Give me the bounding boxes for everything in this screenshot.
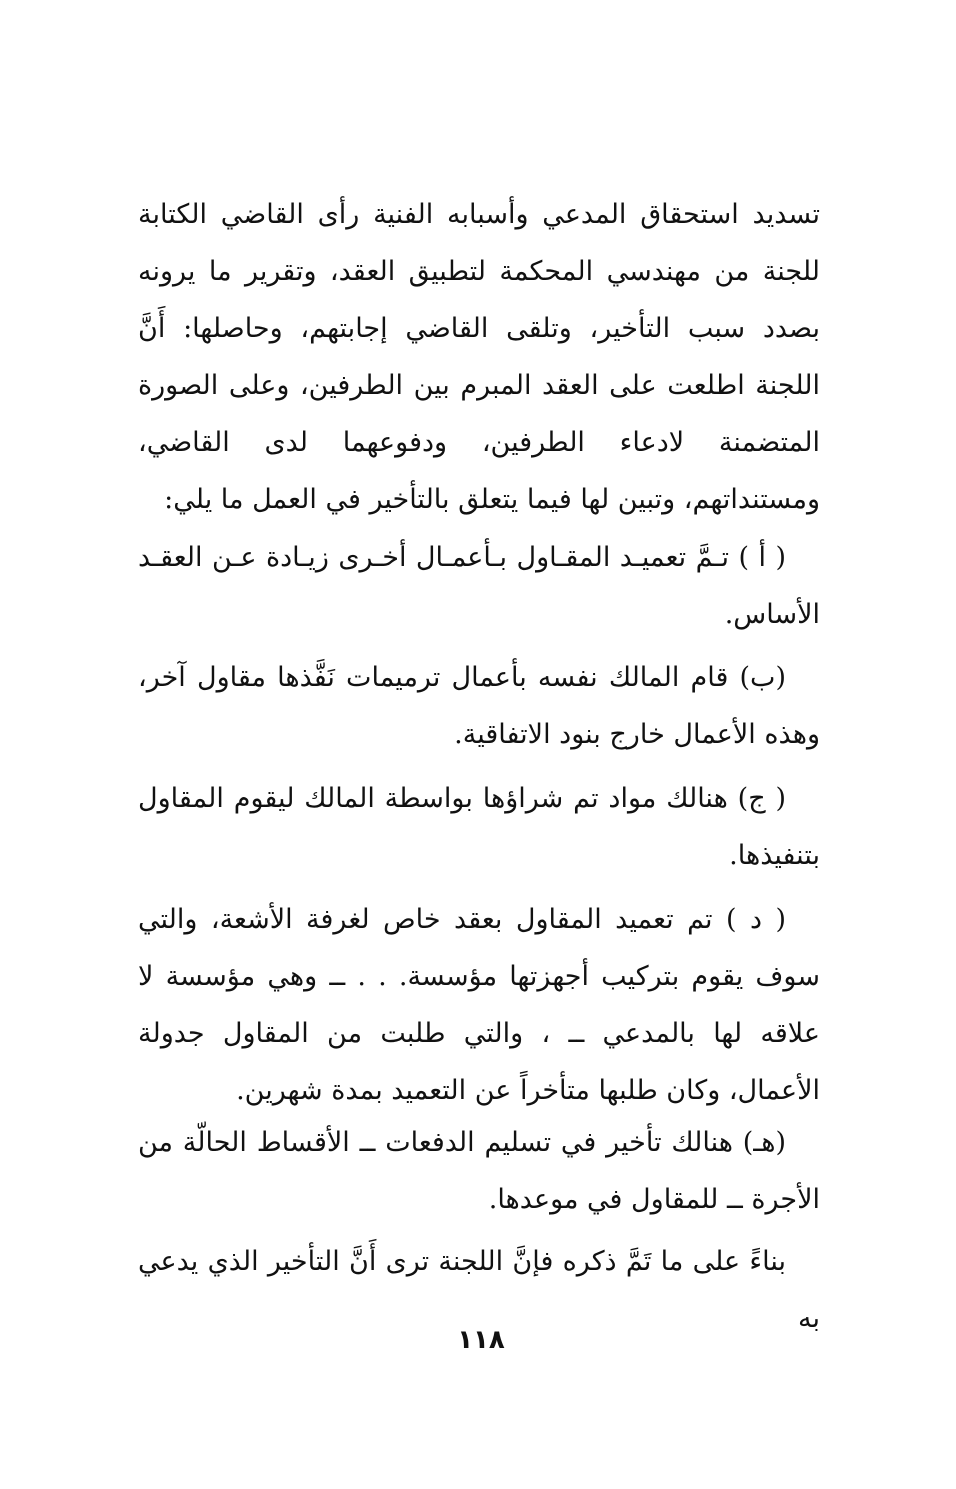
list-item-b-text: (ب) قام المالك نفسه بأعمال ترميمات نَفَّذها مقاول آخر، وهذه الأعمال خارج بنود الاتفاقية. <box>138 662 820 750</box>
list-item-a-text: ( أ ) تـمَّ تعميـد المقـاول بـأعمـال أخـرى زيـادة عـن العقـد الأساس. <box>138 542 820 630</box>
list-item-e-text: (هـ) هنالك تأخير في تسليم الدفعات ــ الأقساط الحالّة من الأجرة ــ للمقاول في موعدها. <box>138 1127 820 1215</box>
intro-paragraph-block <box>138 186 820 528</box>
list-item-c <box>138 770 820 884</box>
list-item-e <box>138 1114 820 1228</box>
conclusion-paragraph: بناءً على ما تَمَّ ذكره فإنَّ اللجنة ترى أَنَّ التأخير الذي يدعي به <box>138 1246 820 1334</box>
list-item-d-text: ( د ) تم تعميد المقاول بعقد خاص لغرفة الأشعة، والتي سوف يقوم بتركيب أجهزتها مؤسسة. . . ــ وهي مؤسسة لا علاقه لها بالمدعي ــ ، والتي طلبت من المقاول جدولة الأعمال، وكان طلبها متأخراً عن التعميد بمدة شهرين. <box>138 904 820 1106</box>
list-item-b <box>138 649 820 763</box>
list-item-d <box>138 891 820 1119</box>
list-item-c-text: ( ج) هنالك مواد تم شراؤها بواسطة المالك ليقوم المقاول بتنفيذها. <box>138 783 820 871</box>
intro-paragraph: تسديد استحقاق المدعي وأسبابه الفنية رأى القاضي الكتابة للجنة من مهندسي المحكمة لتطبيق العقد، وتقرير ما يرونه بصدد سبب التأخير، وتلقى القاضي إجابتهم، وحاصلها: أَنَّ اللجنة اطلعت على العقد المبرم بين الطرفين، وعلى الصورة المتضمنة لادعاء الطرفين، ودفوعهما لدى القاضي، ومستنداتهم، وتبين لها فيما يتعلق بالتأخير في العمل ما يلي: <box>138 199 820 515</box>
page-number: ١١٨ <box>457 1325 505 1355</box>
list-item-a <box>138 529 820 643</box>
